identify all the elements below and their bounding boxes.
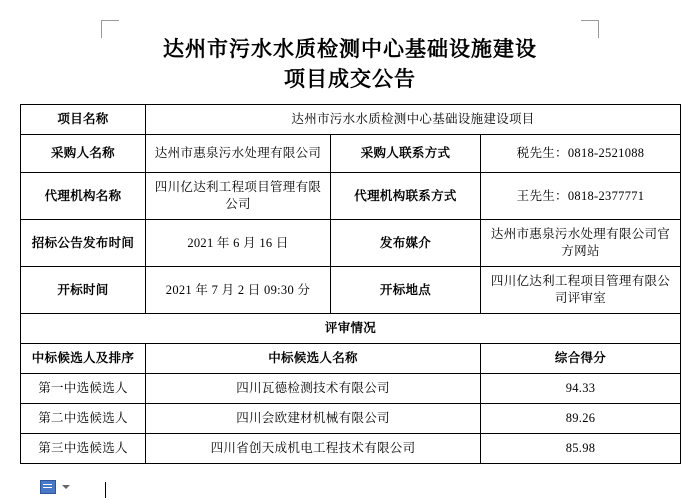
candidate-name: 四川省创天成机电工程技术有限公司	[146, 434, 481, 464]
margin-mark-top-right-horizontal	[581, 20, 599, 21]
table-row	[21, 404, 681, 434]
field-label-announcement-time: 招标公告发布时间	[21, 220, 146, 267]
field-value-bid-opening-time: 2021 年 7 月 2 日 09:30 分	[146, 267, 331, 314]
status-bar	[40, 480, 70, 494]
field-label-media: 发布媒介	[331, 220, 481, 267]
field-label-project-name: 项目名称	[21, 105, 146, 135]
caret-down-icon[interactable]	[62, 485, 70, 489]
table-row	[21, 173, 681, 220]
table-row	[21, 220, 681, 267]
table-row	[21, 135, 681, 173]
field-label-purchaser-name: 采购人名称	[21, 135, 146, 173]
field-label-bid-opening-place: 开标地点	[331, 267, 481, 314]
page-title-line-2: 项目成交公告	[284, 67, 416, 91]
field-label-bid-opening-time: 开标时间	[21, 267, 146, 314]
column-header-score: 综合得分	[481, 344, 681, 374]
candidate-name: 四川瓦德检测技术有限公司	[146, 374, 481, 404]
field-value-purchaser-name: 达州市惠泉污水处理有限公司	[146, 135, 331, 173]
field-label-agency-name: 代理机构名称	[21, 173, 146, 220]
section-title-review: 评审情况	[21, 314, 681, 344]
candidate-rank: 第一中选候选人	[21, 374, 146, 404]
table-row	[21, 434, 681, 464]
candidate-rank: 第二中选候选人	[21, 404, 146, 434]
field-value-agency-contact: 王先生：0818-2377771	[481, 173, 681, 220]
field-value-media: 达州市惠泉污水处理有限公司官方网站	[481, 220, 681, 267]
candidate-name: 四川会欧建材机械有限公司	[146, 404, 481, 434]
candidate-score: 89.26	[481, 404, 681, 434]
announcement-table	[20, 104, 681, 464]
field-value-bid-opening-place: 四川亿达利工程项目管理有限公司评审室	[481, 267, 681, 314]
table-row	[21, 374, 681, 404]
candidate-score: 85.98	[481, 434, 681, 464]
column-header-name: 中标候选人名称	[146, 344, 481, 374]
page-title	[60, 34, 640, 94]
column-header-rank: 中标候选人及排序	[21, 344, 146, 374]
table-row	[21, 105, 681, 135]
field-value-purchaser-contact: 税先生：0818-2521088	[481, 135, 681, 173]
field-value-announcement-time: 2021 年 6 月 16 日	[146, 220, 331, 267]
field-label-purchaser-contact: 采购人联系方式	[331, 135, 481, 173]
margin-mark-top-left-horizontal	[101, 20, 119, 21]
candidate-header-row	[21, 344, 681, 374]
section-title-row	[21, 314, 681, 344]
table-row	[21, 267, 681, 314]
field-value-agency-name: 四川亿达利工程项目管理有限公司	[146, 173, 331, 220]
page-title-line-1: 达州市污水水质检测中心基础设施建设	[163, 37, 537, 61]
candidate-rank: 第三中选候选人	[21, 434, 146, 464]
field-label-agency-contact: 代理机构联系方式	[331, 173, 481, 220]
field-value-project-name: 达州市污水水质检测中心基础设施建设项目	[146, 105, 681, 135]
document-icon[interactable]	[40, 480, 56, 494]
text-cursor	[105, 482, 106, 498]
candidate-score: 94.33	[481, 374, 681, 404]
